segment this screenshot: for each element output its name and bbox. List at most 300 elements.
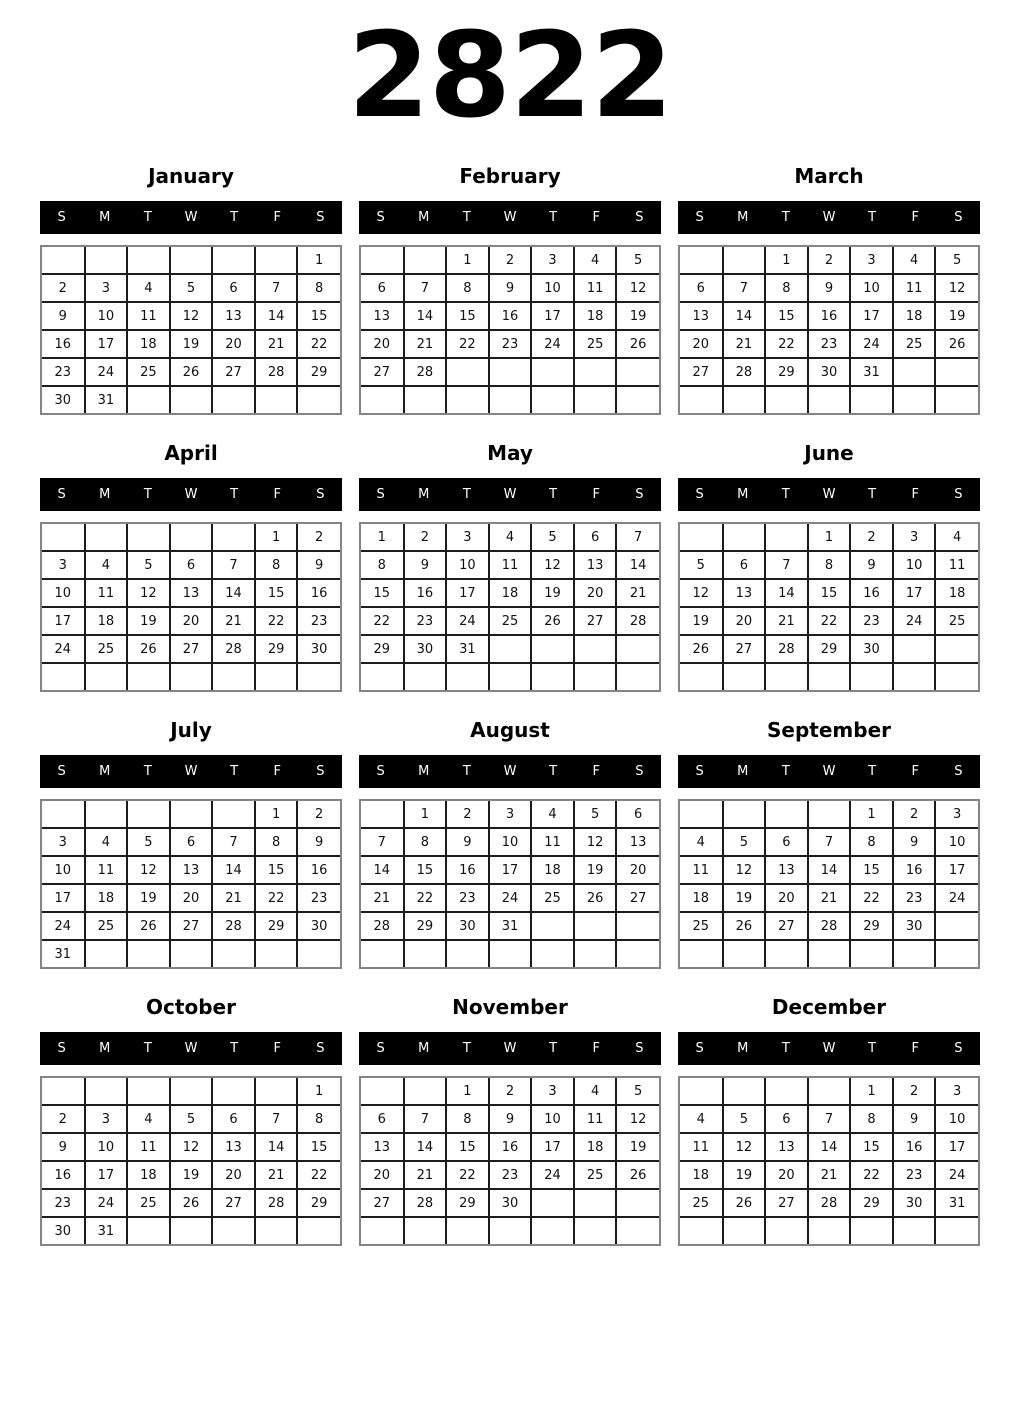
day-cell: 2	[42, 274, 85, 302]
empty-day-cell	[723, 801, 766, 828]
empty-day-cell	[723, 524, 766, 551]
day-cell: 26	[127, 912, 170, 940]
day-cell: 24	[446, 607, 489, 635]
day-cell: 10	[85, 1133, 128, 1161]
weekday-label: S	[376, 487, 385, 502]
day-cell: 29	[850, 1189, 893, 1217]
empty-day-cell	[170, 1217, 213, 1244]
day-cell: 9	[489, 1105, 532, 1133]
day-cell: 20	[170, 607, 213, 635]
day-cell: 13	[361, 302, 404, 330]
week-row	[361, 247, 659, 274]
day-cell: 5	[127, 551, 170, 579]
month-day-grid	[359, 799, 661, 969]
empty-day-cell	[765, 1078, 808, 1105]
day-cell: 3	[531, 247, 574, 274]
empty-day-cell	[765, 801, 808, 828]
day-cell: 21	[723, 330, 766, 358]
week-row	[42, 302, 340, 330]
day-cell: 31	[42, 940, 85, 967]
day-cell: 18	[935, 579, 978, 607]
day-cell: 18	[574, 302, 617, 330]
week-row	[680, 940, 978, 967]
day-cell: 26	[127, 635, 170, 663]
day-cell: 20	[765, 1161, 808, 1189]
day-cell: 27	[616, 884, 659, 912]
month-title: February	[459, 164, 561, 188]
week-row	[680, 386, 978, 413]
month-january	[40, 164, 342, 415]
empty-day-cell	[489, 940, 532, 967]
week-row	[680, 607, 978, 635]
day-cell: 30	[489, 1189, 532, 1217]
day-cell: 29	[446, 1189, 489, 1217]
day-cell: 11	[489, 551, 532, 579]
week-row	[42, 330, 340, 358]
weekday-label: M	[99, 210, 111, 225]
weekday-label: T	[868, 1041, 877, 1056]
week-row	[680, 912, 978, 940]
day-cell: 9	[297, 551, 340, 579]
days-table	[42, 247, 340, 413]
empty-day-cell	[531, 358, 574, 386]
day-cell: 13	[170, 856, 213, 884]
day-cell: 4	[489, 524, 532, 551]
day-cell: 30	[404, 635, 447, 663]
days-table	[361, 801, 659, 967]
empty-day-cell	[127, 663, 170, 690]
empty-day-cell	[170, 524, 213, 551]
day-cell: 24	[489, 884, 532, 912]
day-cell: 21	[765, 607, 808, 635]
days-table	[361, 524, 659, 690]
empty-day-cell	[935, 386, 978, 413]
week-row	[42, 247, 340, 274]
day-cell: 13	[212, 302, 255, 330]
day-cell: 3	[42, 828, 85, 856]
day-cell: 18	[680, 1161, 723, 1189]
day-cell: 22	[404, 884, 447, 912]
day-cell: 20	[680, 330, 723, 358]
day-cell: 7	[765, 551, 808, 579]
day-cell: 21	[255, 1161, 298, 1189]
week-row	[42, 579, 340, 607]
weekday-label: T	[868, 764, 877, 779]
empty-day-cell	[893, 1217, 936, 1244]
weekday-label: S	[57, 1041, 66, 1056]
day-cell: 31	[85, 1217, 128, 1244]
empty-day-cell	[680, 663, 723, 690]
day-cell: 6	[723, 551, 766, 579]
week-row	[680, 579, 978, 607]
day-cell: 1	[446, 247, 489, 274]
empty-day-cell	[170, 801, 213, 828]
month-title: November	[452, 995, 568, 1019]
weekday-label: S	[376, 764, 385, 779]
day-cell: 16	[42, 330, 85, 358]
empty-day-cell	[680, 1217, 723, 1244]
empty-day-cell	[680, 801, 723, 828]
weekday-label: S	[954, 210, 963, 225]
weekday-label: S	[635, 1041, 644, 1056]
day-cell: 31	[850, 358, 893, 386]
day-cell: 15	[446, 302, 489, 330]
month-title: May	[487, 441, 533, 465]
day-cell: 28	[808, 912, 851, 940]
weekday-label: W	[184, 764, 198, 779]
day-cell: 12	[170, 302, 213, 330]
empty-day-cell	[212, 663, 255, 690]
day-cell: 13	[680, 302, 723, 330]
week-row	[42, 358, 340, 386]
weekday-label: T	[230, 487, 239, 502]
day-cell: 5	[680, 551, 723, 579]
days-table	[680, 1078, 978, 1244]
empty-day-cell	[212, 1217, 255, 1244]
week-row	[361, 828, 659, 856]
empty-day-cell	[531, 386, 574, 413]
day-cell: 21	[808, 884, 851, 912]
empty-day-cell	[850, 386, 893, 413]
day-cell: 17	[531, 1133, 574, 1161]
weekday-label: S	[57, 210, 66, 225]
day-cell: 1	[255, 801, 298, 828]
empty-day-cell	[42, 801, 85, 828]
weekday-header	[678, 755, 980, 788]
empty-day-cell	[935, 912, 978, 940]
empty-day-cell	[531, 1189, 574, 1217]
week-row	[680, 1217, 978, 1244]
empty-day-cell	[616, 940, 659, 967]
day-cell: 14	[808, 856, 851, 884]
week-row	[680, 330, 978, 358]
week-row	[680, 884, 978, 912]
week-row	[680, 1189, 978, 1217]
empty-day-cell	[765, 386, 808, 413]
day-cell: 7	[404, 274, 447, 302]
day-cell: 7	[212, 551, 255, 579]
week-row	[361, 635, 659, 663]
month-title: October	[146, 995, 236, 1019]
weekday-label: T	[781, 487, 790, 502]
day-cell: 2	[893, 801, 936, 828]
day-cell: 12	[531, 551, 574, 579]
day-cell: 15	[404, 856, 447, 884]
day-cell: 6	[170, 828, 213, 856]
day-cell: 2	[489, 1078, 532, 1105]
empty-day-cell	[361, 940, 404, 967]
empty-day-cell	[808, 801, 851, 828]
weekday-label: W	[822, 487, 836, 502]
empty-day-cell	[170, 1078, 213, 1105]
empty-day-cell	[893, 386, 936, 413]
day-cell: 27	[680, 358, 723, 386]
day-cell: 11	[531, 828, 574, 856]
day-cell: 20	[212, 330, 255, 358]
day-cell: 20	[212, 1161, 255, 1189]
week-row	[361, 1133, 659, 1161]
empty-day-cell	[297, 663, 340, 690]
day-cell: 3	[935, 801, 978, 828]
weekday-header	[40, 1032, 342, 1065]
empty-day-cell	[723, 247, 766, 274]
week-row	[42, 1189, 340, 1217]
day-cell: 21	[255, 330, 298, 358]
day-cell: 5	[170, 1105, 213, 1133]
day-cell: 8	[404, 828, 447, 856]
day-cell: 28	[404, 1189, 447, 1217]
day-cell: 4	[85, 551, 128, 579]
day-cell: 5	[616, 1078, 659, 1105]
weekday-label: S	[316, 487, 325, 502]
empty-day-cell	[361, 801, 404, 828]
day-cell: 7	[255, 274, 298, 302]
weekday-label: W	[822, 210, 836, 225]
month-july	[40, 718, 342, 969]
day-cell: 19	[574, 856, 617, 884]
month-day-grid	[678, 522, 980, 692]
empty-day-cell	[574, 912, 617, 940]
empty-day-cell	[361, 386, 404, 413]
day-cell: 29	[361, 635, 404, 663]
day-cell: 20	[170, 884, 213, 912]
weekday-label: W	[503, 487, 517, 502]
day-cell: 22	[808, 607, 851, 635]
days-table	[680, 247, 978, 413]
month-day-grid	[40, 799, 342, 969]
month-title: March	[794, 164, 864, 188]
empty-day-cell	[574, 663, 617, 690]
empty-day-cell	[935, 663, 978, 690]
day-cell: 14	[255, 302, 298, 330]
weekday-label: S	[316, 210, 325, 225]
day-cell: 14	[255, 1133, 298, 1161]
weekday-label: T	[143, 1041, 152, 1056]
day-cell: 23	[850, 607, 893, 635]
day-cell: 19	[127, 607, 170, 635]
week-row	[361, 1105, 659, 1133]
empty-day-cell	[361, 247, 404, 274]
day-cell: 23	[446, 884, 489, 912]
month-title: September	[767, 718, 891, 742]
empty-day-cell	[212, 247, 255, 274]
day-cell: 20	[723, 607, 766, 635]
day-cell: 14	[808, 1133, 851, 1161]
day-cell: 30	[850, 635, 893, 663]
weekday-label: S	[57, 487, 66, 502]
day-cell: 29	[297, 1189, 340, 1217]
day-cell: 12	[680, 579, 723, 607]
day-cell: 16	[446, 856, 489, 884]
month-march	[678, 164, 980, 415]
empty-day-cell	[935, 940, 978, 967]
day-cell: 1	[808, 524, 851, 551]
empty-day-cell	[255, 1078, 298, 1105]
empty-day-cell	[404, 386, 447, 413]
day-cell: 4	[574, 247, 617, 274]
empty-day-cell	[723, 1078, 766, 1105]
day-cell: 11	[935, 551, 978, 579]
month-june	[678, 441, 980, 692]
day-cell: 27	[723, 635, 766, 663]
day-cell: 25	[574, 1161, 617, 1189]
day-cell: 25	[489, 607, 532, 635]
day-cell: 27	[574, 607, 617, 635]
day-cell: 7	[808, 828, 851, 856]
empty-day-cell	[212, 524, 255, 551]
month-december	[678, 995, 980, 1246]
day-cell: 14	[723, 302, 766, 330]
day-cell: 30	[446, 912, 489, 940]
day-cell: 24	[850, 330, 893, 358]
day-cell: 29	[297, 358, 340, 386]
week-row	[680, 801, 978, 828]
day-cell: 20	[765, 884, 808, 912]
day-cell: 4	[531, 801, 574, 828]
day-cell: 26	[935, 330, 978, 358]
week-row	[42, 828, 340, 856]
day-cell: 6	[574, 524, 617, 551]
weekday-header	[359, 478, 661, 511]
week-row	[42, 940, 340, 967]
day-cell: 27	[170, 912, 213, 940]
day-cell: 7	[404, 1105, 447, 1133]
day-cell: 22	[255, 884, 298, 912]
day-cell: 14	[404, 1133, 447, 1161]
day-cell: 4	[680, 828, 723, 856]
month-day-grid	[359, 1076, 661, 1246]
week-row	[680, 358, 978, 386]
weekday-label: S	[316, 1041, 325, 1056]
days-table	[361, 1078, 659, 1244]
day-cell: 11	[893, 274, 936, 302]
weekday-label: W	[184, 1041, 198, 1056]
day-cell: 26	[616, 330, 659, 358]
empty-day-cell	[127, 1078, 170, 1105]
empty-day-cell	[616, 1189, 659, 1217]
empty-day-cell	[404, 247, 447, 274]
weekday-label: M	[737, 1041, 749, 1056]
empty-day-cell	[170, 386, 213, 413]
month-day-grid	[40, 522, 342, 692]
month-day-grid	[678, 1076, 980, 1246]
day-cell: 8	[297, 274, 340, 302]
day-cell: 6	[765, 1105, 808, 1133]
day-cell: 19	[531, 579, 574, 607]
week-row	[42, 1078, 340, 1105]
week-row	[361, 1189, 659, 1217]
weekday-label: M	[418, 210, 430, 225]
day-cell: 22	[446, 330, 489, 358]
weekday-label: S	[635, 487, 644, 502]
weekday-label: S	[695, 764, 704, 779]
weekday-header	[678, 201, 980, 234]
month-title: December	[771, 995, 887, 1019]
week-row	[361, 1217, 659, 1244]
day-cell: 25	[127, 1189, 170, 1217]
day-cell: 4	[127, 274, 170, 302]
day-cell: 8	[446, 1105, 489, 1133]
day-cell: 25	[680, 1189, 723, 1217]
weekday-label: F	[273, 487, 282, 502]
day-cell: 3	[935, 1078, 978, 1105]
day-cell: 23	[42, 1189, 85, 1217]
day-cell: 4	[574, 1078, 617, 1105]
day-cell: 7	[723, 274, 766, 302]
week-row	[42, 607, 340, 635]
day-cell: 28	[404, 358, 447, 386]
weekday-label: F	[592, 210, 601, 225]
weekday-label: S	[376, 1041, 385, 1056]
week-row	[361, 884, 659, 912]
day-cell: 11	[574, 274, 617, 302]
day-cell: 19	[723, 884, 766, 912]
day-cell: 10	[42, 579, 85, 607]
day-cell: 25	[935, 607, 978, 635]
day-cell: 8	[850, 1105, 893, 1133]
weekday-label: F	[592, 1041, 601, 1056]
day-cell: 12	[127, 579, 170, 607]
day-cell: 1	[297, 247, 340, 274]
days-table	[680, 801, 978, 967]
week-row	[42, 386, 340, 413]
weekday-label: M	[418, 1041, 430, 1056]
day-cell: 18	[489, 579, 532, 607]
day-cell: 9	[808, 274, 851, 302]
empty-day-cell	[489, 663, 532, 690]
day-cell: 8	[765, 274, 808, 302]
day-cell: 26	[170, 1189, 213, 1217]
day-cell: 11	[574, 1105, 617, 1133]
day-cell: 11	[127, 302, 170, 330]
day-cell: 29	[255, 912, 298, 940]
day-cell: 30	[297, 635, 340, 663]
day-cell: 26	[680, 635, 723, 663]
empty-day-cell	[127, 247, 170, 274]
weekday-label: M	[418, 764, 430, 779]
weekday-label: T	[781, 1041, 790, 1056]
day-cell: 12	[723, 856, 766, 884]
month-title: August	[470, 718, 550, 742]
weekday-label: W	[822, 764, 836, 779]
day-cell: 4	[893, 247, 936, 274]
day-cell: 10	[850, 274, 893, 302]
day-cell: 5	[531, 524, 574, 551]
weekday-label: F	[911, 764, 920, 779]
empty-day-cell	[893, 358, 936, 386]
day-cell: 1	[297, 1078, 340, 1105]
weekday-label: S	[954, 764, 963, 779]
empty-day-cell	[42, 1078, 85, 1105]
day-cell: 6	[212, 1105, 255, 1133]
day-cell: 16	[489, 1133, 532, 1161]
day-cell: 24	[935, 1161, 978, 1189]
weekday-label: M	[737, 210, 749, 225]
empty-day-cell	[531, 1217, 574, 1244]
empty-day-cell	[531, 912, 574, 940]
day-cell: 16	[297, 856, 340, 884]
empty-day-cell	[935, 635, 978, 663]
week-row	[361, 386, 659, 413]
empty-day-cell	[446, 358, 489, 386]
empty-day-cell	[616, 912, 659, 940]
weekday-header	[40, 478, 342, 511]
weekday-label: T	[230, 1041, 239, 1056]
day-cell: 1	[850, 1078, 893, 1105]
day-cell: 3	[489, 801, 532, 828]
day-cell: 6	[361, 1105, 404, 1133]
day-cell: 9	[42, 302, 85, 330]
